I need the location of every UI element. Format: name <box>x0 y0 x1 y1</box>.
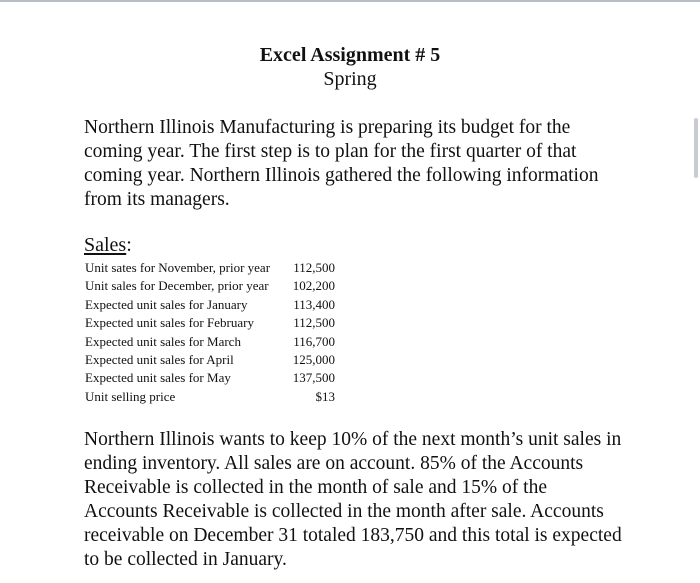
sales-row-label: Expected unit sales for March <box>85 333 241 349</box>
sales-row <box>85 296 335 314</box>
sales-row-value: 137,500 <box>292 370 335 386</box>
sales-row <box>85 259 335 277</box>
sales-row <box>85 369 335 387</box>
document-subtitle: Spring <box>323 68 377 90</box>
top-border <box>0 0 700 2</box>
sales-row-value: 113,400 <box>293 296 335 312</box>
sales-row-label: Expected unit sales for February <box>85 315 254 331</box>
sales-row-label: Expected unit sales for April <box>85 351 234 367</box>
sales-row-value: 125,000 <box>292 351 335 367</box>
document-title: Excel Assignment # 5 <box>259 44 441 66</box>
sales-row-label: Unit selling price <box>85 388 176 404</box>
sales-row <box>85 388 335 406</box>
sales-table <box>85 259 335 406</box>
sales-row-value: 102,200 <box>292 278 335 294</box>
closing-paragraph: Northern Illinois wants to keep 10% of the next month’s unit sales in ending inventory. All sales are on account. 85% of the Accounts Receivable is collected in the month of sale and 15% of the Accounts Receivable is collected in the month after sale. Accounts receivable on December 31 totaled 183,750 and this total is expected to be collected in January. <box>84 429 622 570</box>
sales-heading-colon: : <box>126 234 132 256</box>
scrollbar-thumb[interactable] <box>694 118 698 178</box>
sales-row <box>85 314 335 332</box>
sales-row-value: $13 <box>315 388 335 404</box>
sales-row-label: Expected unit sales for January <box>85 296 248 312</box>
sales-row <box>85 333 335 351</box>
sales-row-label: Unit sales for December, prior year <box>85 278 269 294</box>
sales-row-label: Expected unit sales for May <box>85 370 231 386</box>
sales-row-value: 116,700 <box>293 333 335 349</box>
sales-row <box>85 351 335 369</box>
sales-heading <box>84 234 132 256</box>
sales-row-value: 112,500 <box>293 315 335 331</box>
sales-row <box>85 277 335 295</box>
sales-row-label: Unit sates for November, prior year <box>85 260 271 275</box>
sales-row-value: 112,500 <box>293 260 335 275</box>
intro-paragraph: Northern Illinois Manufacturing is preparing its budget for the coming year. The first step is to plan for the first quarter of that coming year. Northern Illinois gathered the following information from its managers. <box>84 117 599 210</box>
sales-heading-text: Sales <box>84 234 127 256</box>
